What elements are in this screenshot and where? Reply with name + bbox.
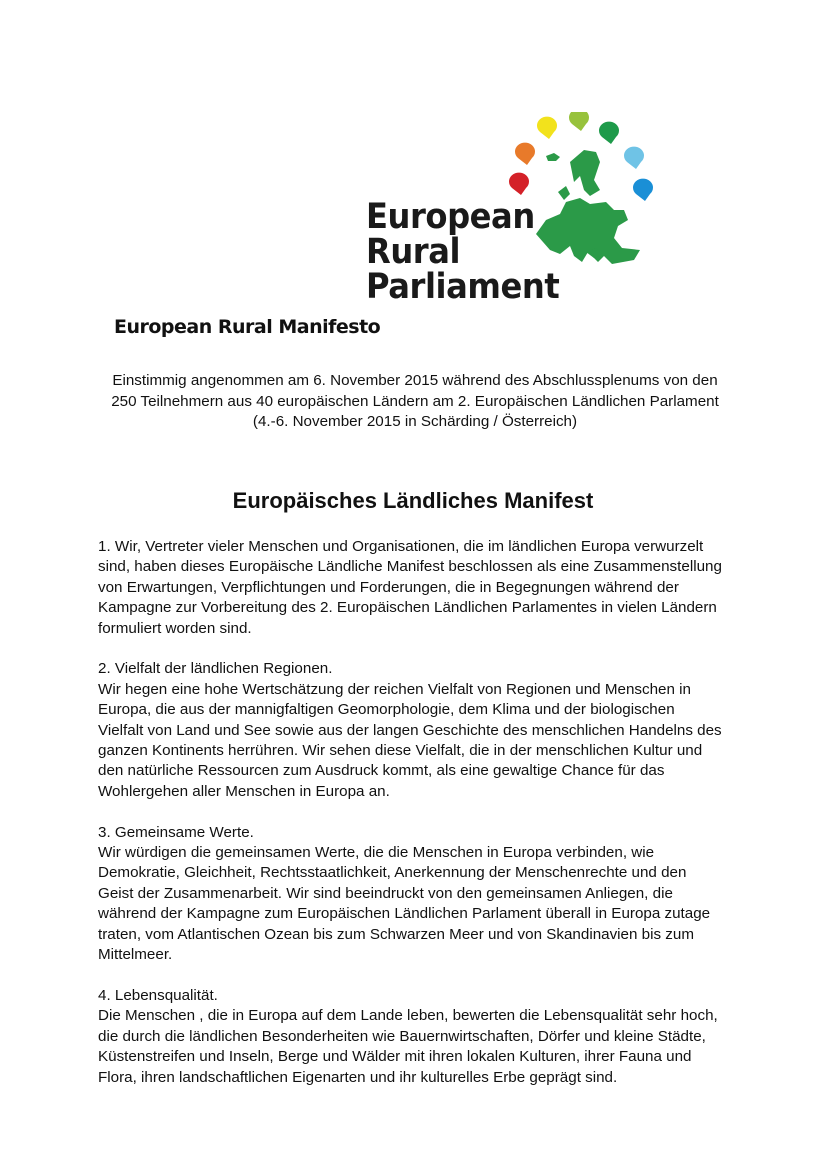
paragraph-4 [98,986,738,1088]
subtitle-line: Einstimmig angenommen am 6. November 2015 während des Abschlussplenums von den [112,372,718,389]
paragraph-line: den natürliche Ressourcen zum Ausdruck kommt, als eine gewaltige Chance für das [98,762,665,780]
paragraph-line: sind, haben dieses Europäische Ländliche Manifest beschlossen als eine Zusammenstellung [98,558,722,576]
paragraph-line: Die Menschen , die in Europa auf dem Lande leben, bewerten die Lebensqualität sehr hoch, [98,1007,718,1025]
paragraph-2 [98,659,738,802]
paragraph-1 [98,537,738,639]
european-rural-parliament-logo [360,112,660,307]
paragraph-line: formuliert worden sind. [98,619,252,637]
paragraph-heading: 4. Lebensqualität. [98,986,218,1004]
paragraph-line: Geist der Zusammenarbeit. Wir sind beeindruckt von den gemeinsamen Anliegen, die [98,884,673,902]
paragraph-line: Kampagne zur Vorbereitung des 2. Europäischen Ländlichen Parlamentes in vielen Ländern [98,599,717,617]
subtitle-line: (4.-6. November 2015 in Schärding / Österreich) [252,413,578,430]
paragraph-3 [98,823,738,966]
logo-line-rural-parliament: Rural Parliament [366,232,560,307]
subtitle-line: 250 Teilnehmern aus 40 europäischen Ländern am 2. Europäischen Ländlichen Parlament [111,392,719,410]
paragraph-line: traten, vom Atlantischen Ozean bis zum Schwarzen Meer und von Skandinavien bis zum [98,925,694,943]
paragraph-line: von Erwartungen, Verpflichtungen und Forderungen, die in Begegnungen während der [98,578,679,596]
adoption-subtitle [100,371,730,433]
document-title: European Rural Manifesto [114,316,381,338]
paragraph-line: Flora, ihren landschaftlichen Eigenarten und ihr kulturelles Erbe geprägt sind. [98,1068,618,1086]
paragraph-line: Küstenstreifen und Inseln, Berge und Wälder mit ihren lokalen Kulturen, ihrer Fauna und [98,1048,692,1066]
paragraph-line: Wir hegen eine hohe Wertschätzung der reichen Vielfalt von Regionen und Menschen in [98,680,691,698]
manifesto-body [98,537,738,1108]
logo-line-european: European [366,197,535,237]
paragraph-line: die durch die ländlichen Besonderheiten wie Bauernwirtschaften, Dörfer und kleine Städte, [98,1027,706,1045]
paragraph-line: Wohlergehen aller Menschen in Europa an. [98,782,390,800]
paragraph-line: Europa, die aus der mannigfaltigen Geomorphologie, dem Klima und der biologischen [98,701,675,719]
paragraph-line: Wir würdigen die gemeinsamen Werte, die die Menschen in Europa verbinden, wie [98,844,655,862]
paragraph-line: Demokratie, Gleichheit, Rechtsstaatlichkeit, Anerkennung der Menschenrechte und den [98,864,687,882]
paragraph-line: Vielfalt von Land und See sowie aus der langen Geschichte des menschlichen Handelns des [98,721,722,739]
logo-wordmark [366,197,660,307]
main-heading: Europäisches Ländliches Manifest [232,488,594,513]
paragraph-line: ganzen Kontinents herrühren. Wir sehen diese Vielfalt, die in der menschlichen Kultur und [98,742,703,760]
paragraph-line: 1. Wir, Vertreter vieler Menschen und Organisationen, die im ländlichen Europa verwurzelt [98,538,704,555]
paragraph-line: während der Kampagne zum Europäischen Ländlichen Parlament überall in Europa zutage [98,905,711,923]
paragraph-heading: 2. Vielfalt der ländlichen Regionen. [98,660,333,678]
paragraph-heading: 3. Gemeinsame Werte. [98,823,254,841]
paragraph-line: Mittelmeer. [98,946,173,964]
